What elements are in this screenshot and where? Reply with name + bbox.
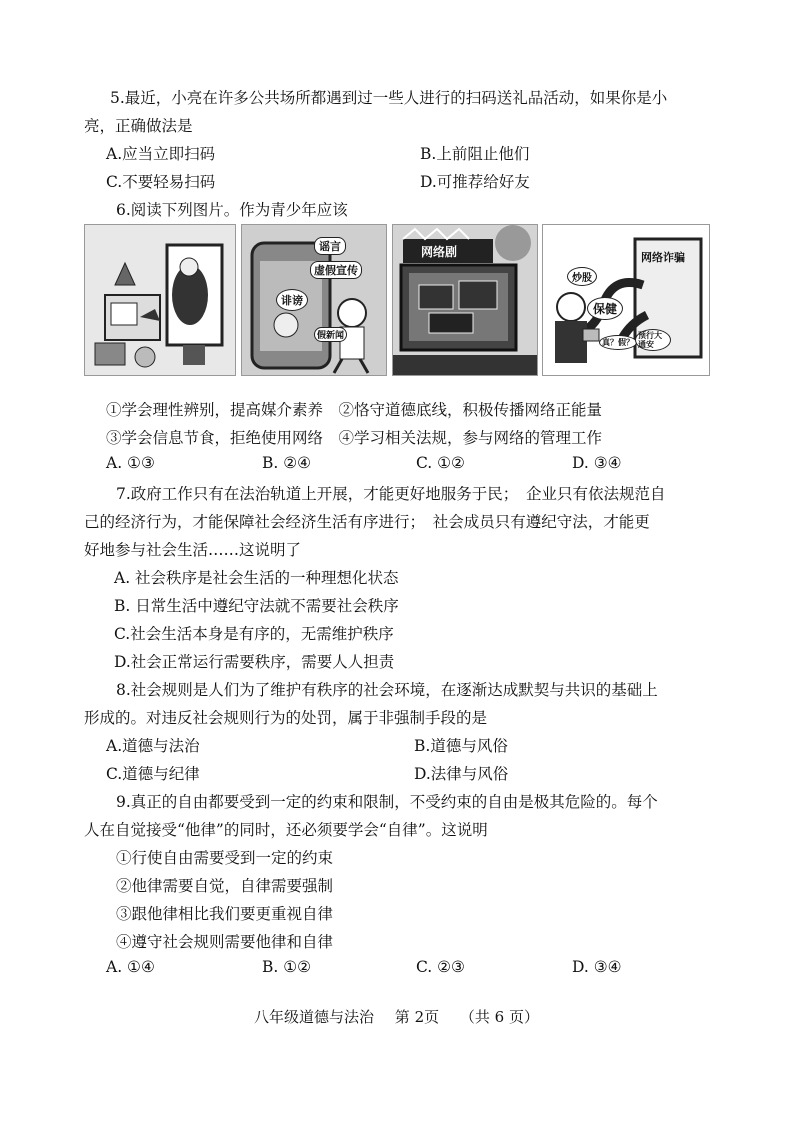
q8-stem-line2: 形成的。对违反社会规则行为的处罚，属于非强制手段的是 <box>84 709 488 727</box>
label-stock: 炒股 <box>567 267 597 286</box>
q9-option-c: C. ②③ <box>416 958 465 976</box>
q7-option-a: A. 社会秩序是社会生活的一种理想化状态 <box>114 569 399 587</box>
label-health: 保健 <box>587 297 623 320</box>
q8-option-c: C.道德与纪律 <box>106 765 200 783</box>
fake-media-illustration <box>85 225 235 375</box>
q6-statements-line1: ①学会理性辨别，提高媒介素养 ②恪守道德底线，积极传播网络正能量 <box>106 401 603 419</box>
q5-stem-line1: 5.最近，小亮在许多公共场所都遇到过一些人进行的扫码送礼品活动，如果你是小 <box>110 89 668 107</box>
q6-option-b: B. ②④ <box>262 454 312 472</box>
label-real-fake: 真？假？ <box>599 335 637 350</box>
q9-stem-line2: 人在自觉接受“他律”的同时，还必须要学会“自律”。这说明 <box>84 821 488 839</box>
q9-option-d: D. ③④ <box>572 958 622 976</box>
q9-statement-4: ④遵守社会规则需要他律和自律 <box>116 933 334 951</box>
q7-stem-line3: 好地参与社会生活……这说明了 <box>84 541 302 559</box>
q7-option-c: C.社会生活本身是有序的，无需维护秩序 <box>114 625 394 643</box>
label-online-fraud: 网络诈骗 <box>641 251 685 264</box>
q6-option-d: D. ③④ <box>572 454 622 472</box>
cartoon-web-drama <box>392 224 538 376</box>
q5-option-c: C.不要轻易扫码 <box>106 173 216 191</box>
label-web-drama: 网络剧 <box>421 245 458 259</box>
footer-total-pages: （共 6 页） <box>459 1008 539 1026</box>
q7-stem-line2: 己的经济行为，才能保障社会经济生活有序进行； 社会成员只有遵纪守法，才能更 <box>84 513 650 531</box>
q9-stem-line1: 9.真正的自由都要受到一定的约束和限制，不受约束的自由是极其危险的。每个 <box>116 793 658 811</box>
page-footer <box>0 1006 793 1027</box>
q5-option-d: D.可推荐给好友 <box>420 173 530 191</box>
online-fraud-illustration <box>543 225 709 375</box>
q7-option-d: D.社会正常运行需要秩序，需要人人担责 <box>114 653 395 671</box>
q9-option-a: A. ①④ <box>106 958 155 976</box>
label-fake-news: 假新闻 <box>314 327 347 342</box>
q9-statement-2: ②他律需要自觉，自律需要强制 <box>116 877 334 895</box>
footer-subject: 八年级道德与法治 <box>254 1008 375 1026</box>
q6-stem: 6.阅读下列图片。作为青少年应该 <box>116 201 348 219</box>
q8-option-b: B.道德与风俗 <box>414 737 508 755</box>
footer-page-number: 第 2页 <box>394 1008 440 1026</box>
q5-option-a: A.应当立即扫码 <box>106 145 216 163</box>
q9-option-b: B. ①② <box>262 958 312 976</box>
q9-statement-3: ③跟他律相比我们要更重视自律 <box>116 905 334 923</box>
q5-option-b: B.上前阻止他们 <box>420 145 530 163</box>
q7-option-b: B. 日常生活中遵纪守法就不需要社会秩序 <box>114 597 399 615</box>
q8-stem-line1: 8.社会规则是人们为了维护有秩序的社会环境，在逐渐达成默契与共识的基础上 <box>116 681 658 699</box>
cartoon-fake-media <box>84 224 236 376</box>
cartoon-online-fraud <box>542 224 710 376</box>
q8-option-a: A.道德与法治 <box>106 737 200 755</box>
label-false-advertising: 虚假宣传 <box>310 261 362 279</box>
q9-statement-1: ①行使自由需要受到一定的约束 <box>116 849 334 867</box>
q7-stem-line1: 7.政府工作只有在法治轨道上开展，才能更好地服务于民； 企业只有依法规范自 <box>116 485 666 503</box>
label-rumor: 谣言 <box>314 237 346 255</box>
q5-stem-line2: 亮，正确做法是 <box>84 117 193 135</box>
cartoon-rumor-phone <box>241 224 387 376</box>
q6-statements-line2: ③学会信息节食，拒绝使用网络 ④学习相关法规，参与网络的管理工作 <box>106 429 603 447</box>
q6-option-c: C. ①② <box>416 454 465 472</box>
label-bank-notice: 预行大通安 <box>635 329 671 351</box>
q8-option-d: D.法律与风俗 <box>414 765 509 783</box>
web-drama-illustration <box>393 225 537 375</box>
q6-option-a: A. ①③ <box>106 454 155 472</box>
label-slander: 诽谤 <box>276 289 308 311</box>
